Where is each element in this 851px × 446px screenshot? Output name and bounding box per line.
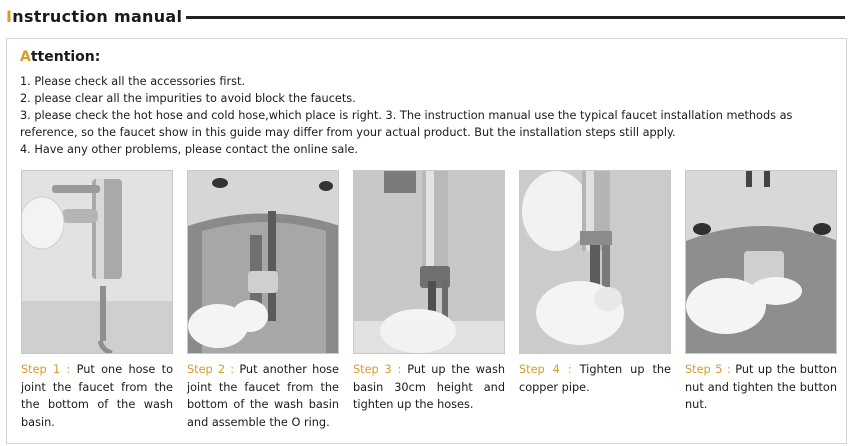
step-3-text: Put up the wash basin 30cm height and tighten up the hoses. [353,363,506,411]
step-4-text: Tighten up the copper pipe. [519,363,671,394]
step-1-text: Put one hose to joint the faucet from the the bottom of the wash basin. [21,363,174,429]
attention-notes [20,73,835,158]
step-5-caption [685,361,837,414]
under-basin-illustration [188,171,339,354]
hose-tighten-photo [353,170,505,354]
step-3-caption [353,361,505,414]
attention-heading [20,49,100,65]
note-3: 3. please check the hot hose and cold hose,which place is right. 3. The instruction manual use the typical faucet installation methods as reference, so the faucet show in this guide may differ from your actual product. But the installation steps still apply. [20,109,793,139]
step-2 [187,170,339,431]
faucet-hose-photo [21,170,173,354]
step-1-label: Step 1 : [21,363,71,376]
note-4: 4. Have any other problems, please contact the online sale. [20,143,359,156]
hose-tighten-illustration [354,171,505,354]
step-5 [685,170,837,414]
button-nut-illustration [686,171,837,354]
step-1-caption [21,361,173,431]
title-rule [186,16,845,19]
header [0,0,851,34]
step-5-label: Step 5 : [685,363,731,376]
copper-pipe-photo [519,170,671,354]
step-2-text: Put another hose joint the faucet from the bottom of the wash basin and assemble the O ring. [187,363,339,429]
button-nut-photo [685,170,837,354]
copper-pipe-illustration [520,171,671,354]
under-basin-hose-photo [187,170,339,354]
step-3 [353,170,505,414]
step-4-label: Step 4 : [519,363,572,376]
step-1 [21,170,173,431]
step-5-text: Put up the button nut and tighten the button nut. [685,363,838,411]
attention-text: ttention: [30,49,101,65]
step-2-label: Step 2 : [187,363,235,376]
attention-initial: A [20,49,31,65]
note-1: 1. Please check all the accessories first. [20,75,246,88]
steps-row [21,170,841,435]
step-4 [519,170,671,396]
step-3-label: Step 3 : [353,363,402,376]
step-2-caption [187,361,339,431]
faucet-hose-illustration [22,171,173,354]
title-text: nstruction manual [12,7,183,26]
step-4-caption [519,361,671,396]
content-panel [6,38,847,444]
title-initial: I [6,7,13,26]
page-title [6,7,182,26]
note-2: 2. please clear all the impurities to avoid block the faucets. [20,92,356,105]
